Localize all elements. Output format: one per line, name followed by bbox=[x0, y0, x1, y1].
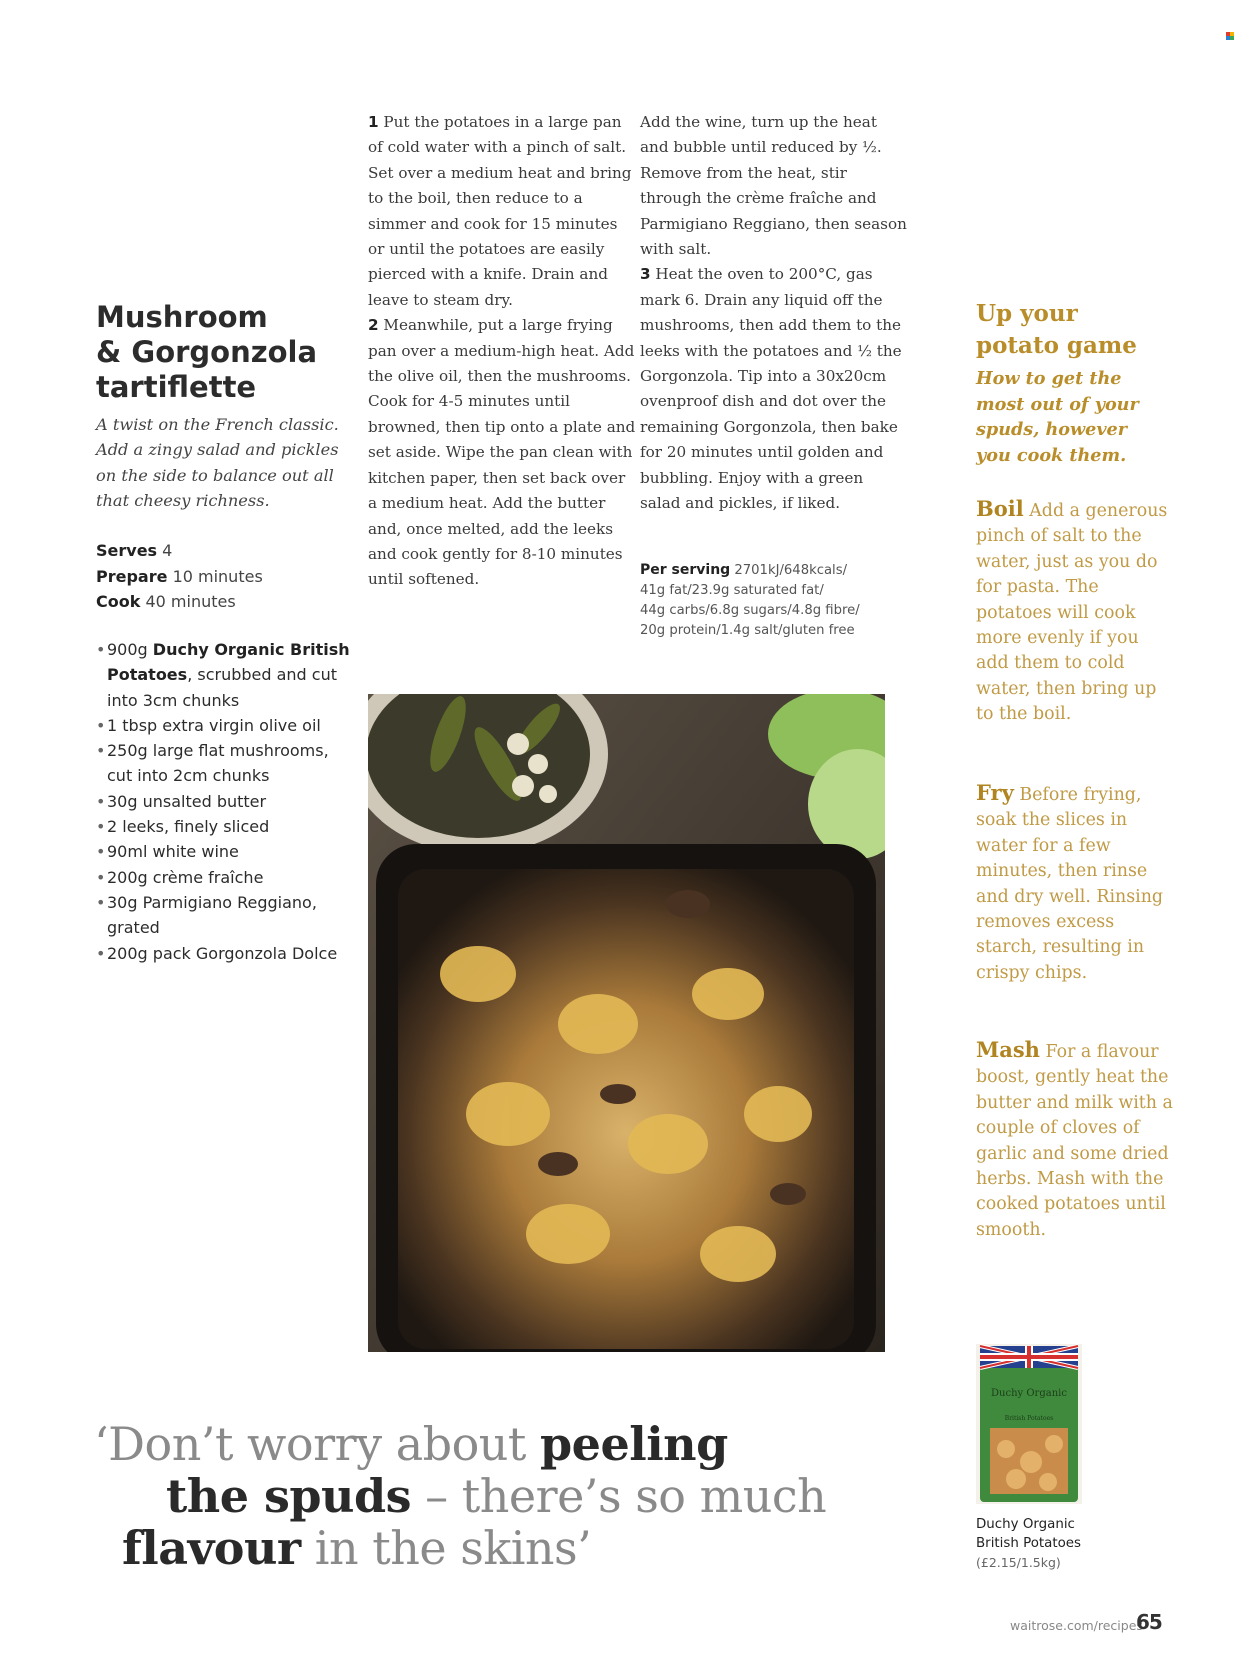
tips-subheading-line: most out of your bbox=[976, 393, 1139, 415]
quote-bold: the spuds bbox=[166, 1469, 412, 1523]
step-number: 2 bbox=[368, 316, 379, 335]
intro-line: Add a zingy salad and pickles bbox=[96, 440, 339, 460]
page-number: 65 bbox=[1136, 1610, 1162, 1634]
ingredient-product: Duchy Organic British Potatoes bbox=[107, 640, 350, 685]
quote-light: ‘Don’t worry about bbox=[94, 1417, 541, 1471]
method-step bbox=[368, 110, 636, 313]
tips-subheading bbox=[976, 366, 1176, 468]
prepare-value: 10 minutes bbox=[172, 566, 263, 586]
product-name-line: British Potatoes bbox=[976, 1536, 1082, 1551]
ingredient-item: • 200g pack Gorgonzola Dolce bbox=[96, 941, 356, 966]
tip-text: Before frying, soak the slices in water for a few minutes, then rinse and dry well. Rinsing removes excess starch, resulting in crispy chips. bbox=[976, 785, 1164, 983]
ingredient-item bbox=[96, 637, 356, 713]
nutrition-info bbox=[640, 560, 910, 641]
cook-label: Cook bbox=[96, 592, 141, 611]
tip-text: Add a generous pinch of salt to the water, just as you do for pasta. The potatoes will cook more evenly if you add them to cold water, then bring up to the boil. bbox=[976, 501, 1168, 725]
method-column-1 bbox=[368, 110, 636, 593]
ingredient-item: • 90ml white wine bbox=[96, 839, 356, 864]
tartiflette-illustration bbox=[368, 694, 885, 1352]
nutrition-line: 2701kJ/648kcals/ bbox=[730, 563, 848, 578]
intro-line: A twist on the French classic. bbox=[96, 415, 339, 434]
serves-value: 4 bbox=[162, 541, 173, 560]
method-column-2 bbox=[640, 110, 908, 517]
tip-boil bbox=[976, 496, 1176, 728]
serves-row bbox=[96, 538, 356, 564]
step-text: Add the wine, turn up the heat and bubble until reduced by ½. Remove from the heat, stir through the crème fraîche and Parmigiano Reggiano, then season with salt. bbox=[640, 113, 907, 259]
tips-heading-line: Up your bbox=[976, 300, 1078, 327]
nutrition-line: 44g carbs/6.8g sugars/4.8g fibre/ bbox=[640, 603, 860, 618]
nutrition-line: 41g fat/23.9g saturated fat/ bbox=[640, 583, 824, 598]
tip-fry bbox=[976, 780, 1176, 986]
cook-value: 40 minutes bbox=[145, 592, 236, 611]
ingredient-text: 900g bbox=[107, 640, 153, 659]
ingredient-item: • 30g Parmigiano Reggiano, grated bbox=[96, 890, 356, 941]
quote-light: in the skins’ bbox=[300, 1521, 592, 1575]
potato-bag-illustration bbox=[976, 1344, 1082, 1504]
serves-label: Serves bbox=[96, 541, 158, 560]
recipe-title bbox=[96, 300, 356, 405]
tip-title: Mash bbox=[976, 1037, 1040, 1062]
recipe-meta bbox=[96, 538, 356, 615]
tips-heading bbox=[976, 298, 1176, 362]
method-step bbox=[640, 110, 908, 262]
product-caption bbox=[976, 1515, 1146, 1573]
tip-mash bbox=[976, 1037, 1176, 1243]
pack-brand-text: Duchy Organic bbox=[991, 1388, 1067, 1399]
brand-mark-icon bbox=[1226, 32, 1234, 40]
tip-title: Boil bbox=[976, 496, 1024, 521]
step-text: Heat the oven to 200°C, gas mark 6. Drain any liquid off the mushrooms, then add them to the leeks with the potatoes and ½ the Gorgonzola. Tip into a 30x20cm ovenproof dish and dot over the remaining Gorgonzola, then bake for 20 minutes until golden and bubbling. Enjoy with a green salad and pickles, if liked. bbox=[640, 265, 902, 513]
product-name-line: Duchy Organic bbox=[976, 1517, 1075, 1532]
tip-text: For a flavour boost, gently heat the butter and milk with a couple of cloves of garlic and some dried herbs. Mash with the cooked potatoes until smooth. bbox=[976, 1042, 1173, 1240]
title-line: & Gorgonzola bbox=[96, 335, 318, 369]
nutrition-line: 20g protein/1.4g salt/gluten free bbox=[640, 623, 855, 638]
quote-light: – there’s so much bbox=[411, 1469, 827, 1523]
step-text: Meanwhile, put a large frying pan over a medium-high heat. Add the olive oil, then the mushrooms. Cook for 4-5 minutes until browned, then tip onto a plate and set aside. Wipe the pan clean with kitchen paper, then set back over a medium heat. Add the butter and, once melted, add the leeks and cook gently for 8-10 minutes until softened. bbox=[368, 316, 636, 589]
intro-line: that cheesy richness. bbox=[96, 491, 270, 511]
quote-bold: flavour bbox=[122, 1521, 301, 1575]
ingredients-list bbox=[96, 637, 356, 966]
step-number: 1 bbox=[368, 113, 379, 131]
product-pack-image bbox=[976, 1344, 1082, 1504]
pack-label-text: British Potatoes bbox=[1004, 1415, 1054, 1422]
ingredient-item: • 1 tbsp extra virgin olive oil bbox=[96, 713, 356, 738]
tips-subheading-line: you cook them. bbox=[976, 444, 1127, 466]
ingredient-item: • 2 leeks, finely sliced bbox=[96, 814, 356, 839]
method-step bbox=[640, 262, 908, 516]
tips-subheading-line: How to get the bbox=[976, 368, 1122, 389]
step-number: 3 bbox=[640, 265, 651, 284]
title-line: tartiflette bbox=[96, 370, 257, 404]
intro-line: on the side to balance out all bbox=[96, 465, 334, 485]
step-text: Put the potatoes in a large pan of cold water with a pinch of salt. Set over a medium heat and bring to the boil, then reduce to a simmer and cook for 15 minutes or until the potatoes are easily pierced with a knife. Drain and leave to steam dry. bbox=[368, 113, 632, 309]
title-line: Mushroom bbox=[96, 300, 268, 334]
tip-title: Fry bbox=[976, 780, 1014, 805]
tips-subheading-line: spuds, however bbox=[976, 419, 1128, 440]
ingredient-item: • 250g large flat mushrooms, cut into 2cm chunks bbox=[96, 738, 356, 789]
ingredient-text: , scrubbed and cut into 3cm chunks bbox=[107, 665, 338, 710]
prepare-row bbox=[96, 564, 356, 590]
ingredient-item: • 30g unsalted butter bbox=[96, 789, 356, 814]
footer-url-link[interactable]: waitrose.com/recipes bbox=[1010, 1618, 1143, 1633]
nutrition-label: Per serving bbox=[640, 562, 731, 578]
tips-heading-line: potato game bbox=[976, 332, 1137, 359]
dish-photo bbox=[368, 694, 885, 1352]
product-price: (£2.15/1.5kg) bbox=[976, 1555, 1061, 1570]
ingredient-item: • 200g crème fraîche bbox=[96, 865, 356, 890]
quote-line bbox=[94, 1470, 894, 1522]
quote-bold: peeling bbox=[540, 1417, 728, 1471]
method-step bbox=[368, 313, 636, 592]
quote-line bbox=[94, 1522, 894, 1574]
prepare-label: Prepare bbox=[96, 566, 168, 586]
quote-line bbox=[94, 1418, 894, 1470]
pull-quote bbox=[94, 1418, 894, 1574]
recipe-intro bbox=[96, 412, 356, 514]
cook-row bbox=[96, 589, 356, 615]
